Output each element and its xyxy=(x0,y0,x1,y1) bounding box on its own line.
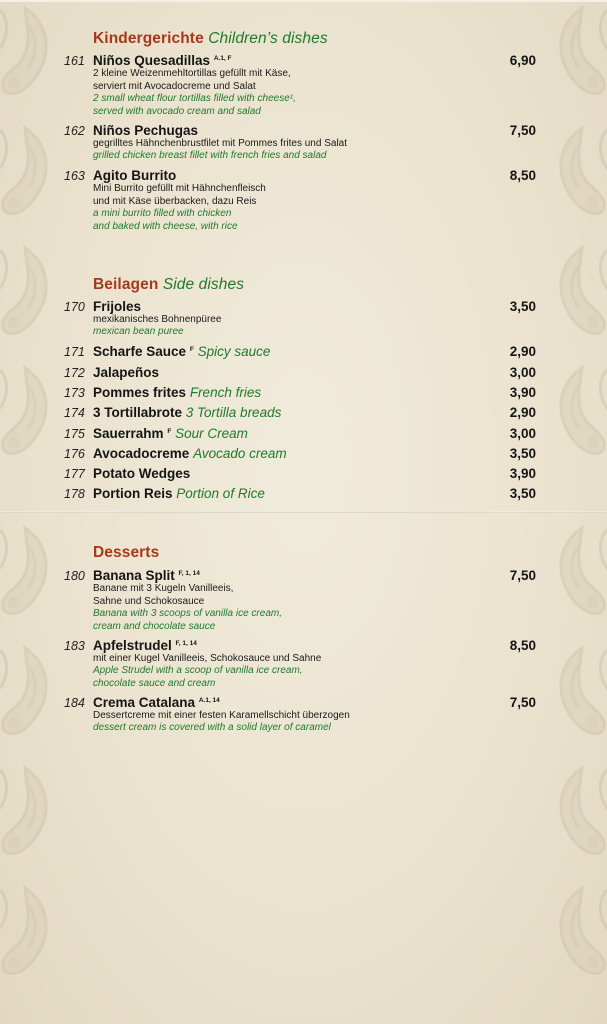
item-price: 3,50 xyxy=(509,486,536,501)
item-name-en: Sour Cream xyxy=(175,426,248,441)
item-description: Dessertcreme mit einer festen Karamellschicht überzogen xyxy=(93,710,350,721)
item-name-en: Avocado cream xyxy=(193,446,287,461)
item-description: Banane mit 3 Kugeln Vanilleeis, Sahne und Schokosauce xyxy=(93,583,234,607)
item-price: 3,00 xyxy=(509,365,536,380)
item-price: 3,90 xyxy=(509,466,536,481)
item-name xyxy=(93,568,200,583)
item-number: 172 xyxy=(64,366,85,380)
item-number: 184 xyxy=(64,696,85,710)
item-name xyxy=(93,695,220,710)
item-name-en: French fries xyxy=(189,385,262,400)
item-description-en: Apple Strudel with a scoop of vanilla ice cream, chocolate sauce and cream xyxy=(93,665,303,689)
item-price: 7,50 xyxy=(509,568,536,583)
item-description-en: mexican bean puree xyxy=(93,326,184,337)
allergen-note: A.1, 14 xyxy=(198,697,220,704)
item-description: mit einer Kugel Vanilleeis, Schokosauce und Sahne xyxy=(93,653,322,664)
item-name-de: Apfelstrudel xyxy=(93,638,172,653)
item-number: 176 xyxy=(64,447,85,461)
item-number: 174 xyxy=(64,406,85,420)
item-name xyxy=(93,638,197,653)
item-description-en: grilled chicken breast fillet with french fries and salad xyxy=(93,150,327,161)
item-name xyxy=(93,53,232,68)
item-name-de: 3 Tortillabrote xyxy=(93,405,183,420)
item-name xyxy=(93,486,265,501)
item-name-en: Spicy sauce xyxy=(197,344,271,359)
item-name-de: Crema Catalana xyxy=(93,695,196,710)
item-description-en: dessert cream is covered with a solid layer of caramel xyxy=(93,722,331,733)
item-price: 8,50 xyxy=(509,638,536,653)
item-name: Agito Burrito xyxy=(93,168,177,183)
section-title-de: Beilagen xyxy=(93,276,159,293)
section-title-de: Desserts xyxy=(93,544,160,561)
section-title-desserts xyxy=(93,544,159,562)
item-number: 177 xyxy=(64,467,85,481)
item-description-en: 2 small wheat flour tortillas filled with cheese¹, served with avocado cream and salad xyxy=(93,93,296,117)
item-description-en: a mini burrito filled with chicken and baked with cheese, with rice xyxy=(93,208,238,232)
item-name-de: Portion Reis xyxy=(93,486,173,501)
item-name xyxy=(93,344,270,359)
item-number: 170 xyxy=(64,300,85,314)
item-price: 7,50 xyxy=(509,695,536,710)
item-price: 3,90 xyxy=(509,385,536,400)
item-price: 2,90 xyxy=(509,344,536,359)
item-number: 183 xyxy=(64,639,85,653)
section-title-kindergerichte xyxy=(93,30,328,48)
item-price: 2,90 xyxy=(509,405,536,420)
item-number: 178 xyxy=(64,487,85,501)
item-name: Frijoles xyxy=(93,299,142,314)
item-description: gegrilltes Hähnchenbrustfilet mit Pommes frites und Salat xyxy=(93,138,348,149)
item-name-de: Niños Quesadillas xyxy=(93,53,211,68)
item-name-en: 3 Tortilla breads xyxy=(185,405,282,420)
section-title-beilagen xyxy=(93,276,244,294)
item-name xyxy=(93,446,287,461)
item-number: 162 xyxy=(64,124,85,138)
section-title-en: Children’s dishes xyxy=(208,30,328,47)
item-description-en: Banana with 3 scoops of vanilla ice cream, cream and chocolate sauce xyxy=(93,608,282,632)
item-description: mexikanisches Bohnenpüree xyxy=(93,314,222,325)
section-title-en: Side dishes xyxy=(162,276,245,293)
item-price: 7,50 xyxy=(509,123,536,138)
item-name: Niños Pechugas xyxy=(93,123,199,138)
item-price: 3,00 xyxy=(509,426,536,441)
item-name xyxy=(93,405,281,420)
item-name-de: Pommes frites xyxy=(93,385,187,400)
item-description: Mini Burrito gefüllt mit Hähnchenfleisch und mit Käse überbacken, dazu Reis xyxy=(93,183,266,207)
section-title-de: Kindergerichte xyxy=(93,30,204,47)
item-name: Jalapeños xyxy=(93,365,160,380)
item-name-de: Banana Split xyxy=(93,568,175,583)
item-number: 161 xyxy=(64,54,85,68)
item-name xyxy=(93,385,261,400)
item-name: Potato Wedges xyxy=(93,466,191,481)
item-name-de: Sauerrahm xyxy=(93,426,164,441)
allergen-note: F xyxy=(167,428,172,435)
item-price: 3,50 xyxy=(509,446,536,461)
item-name xyxy=(93,426,248,441)
allergen-note: F, 1, 14 xyxy=(178,570,200,577)
item-number: 171 xyxy=(64,345,85,359)
item-price: 6,90 xyxy=(509,53,536,68)
item-price: 8,50 xyxy=(509,168,536,183)
allergen-note: F xyxy=(189,346,194,353)
item-number: 163 xyxy=(64,169,85,183)
item-description: 2 kleine Weizenmehltortillas gefüllt mit Käse, serviert mit Avocadocreme und Salat xyxy=(93,68,291,92)
item-name-en: Portion of Rice xyxy=(176,486,265,501)
allergen-note: A.1, F xyxy=(213,55,232,62)
item-number: 175 xyxy=(64,427,85,441)
item-number: 173 xyxy=(64,386,85,400)
item-price: 3,50 xyxy=(509,299,536,314)
item-number: 180 xyxy=(64,569,85,583)
allergen-note: F, 1, 14 xyxy=(175,640,197,647)
item-name-de: Avocadocreme xyxy=(93,446,190,461)
item-name-de: Scharfe Sauce xyxy=(93,344,187,359)
